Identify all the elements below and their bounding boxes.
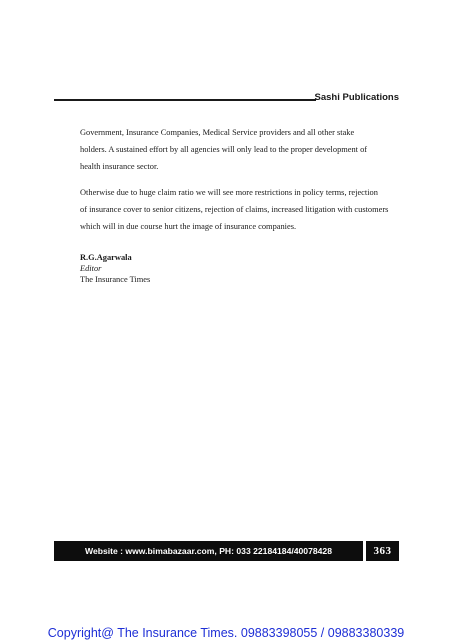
- editor-title: Editor: [80, 264, 102, 273]
- page-number: 363: [373, 545, 392, 557]
- footer-bar: [54, 541, 363, 561]
- editor-signature: [80, 252, 150, 285]
- header-rule: [54, 99, 316, 101]
- paragraph-line: Government, Insurance Companies, Medical Service providers and all other stake: [80, 128, 355, 137]
- header-publisher: Sashi Publications: [314, 92, 399, 103]
- body-paragraph-1: [80, 124, 380, 176]
- paragraph-line: Otherwise due to huge claim ratio we will see more restrictions in policy terms, rejection: [80, 188, 378, 197]
- paragraph-line: health insurance sector.: [80, 162, 159, 172]
- copyright-notice[interactable]: Copyright@ The Insurance Times. 09883398055 / 09883380339: [47, 626, 405, 640]
- page-number-box: [366, 541, 399, 561]
- paragraph-line: holders. A sustained effort by all agencies will only lead to the proper development of: [80, 145, 368, 155]
- footer-website-text: Website : www.bimabazaar.com, PH: 033 22184184/40078428: [85, 546, 332, 556]
- body-paragraph-2: [80, 184, 389, 236]
- paragraph-line: of insurance cover to senior citizens, rejection of claims, increased litigation with customers: [80, 205, 389, 215]
- editor-name: R.G.Agarwala: [80, 253, 132, 262]
- editor-organization: The Insurance Times: [80, 275, 151, 284]
- paragraph-line: which will in due course hurt the image of insurance companies.: [80, 222, 297, 232]
